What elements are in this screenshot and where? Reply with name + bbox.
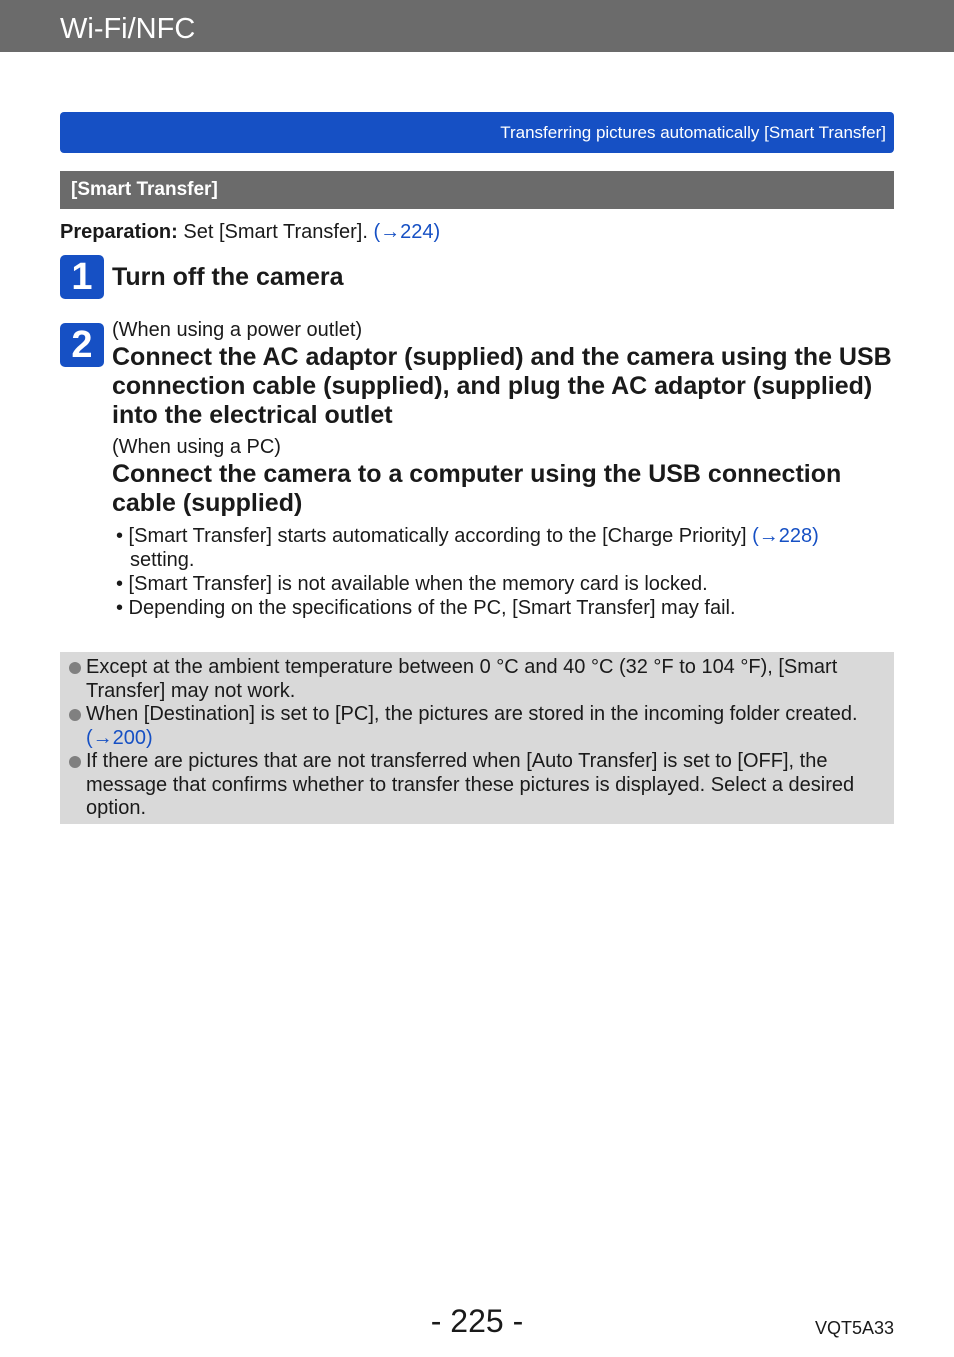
step-1-title: Turn off the camera [112, 263, 344, 291]
step-2-note-pc: (When using a PC) [112, 436, 281, 458]
section-title: Wi-Fi/NFC [60, 13, 196, 45]
bullet-dot-icon [69, 709, 81, 721]
top-header-bar [0, 0, 954, 52]
model-code: VQT5A33 [814, 1318, 894, 1338]
preparation-link[interactable]: (→224) [373, 221, 441, 243]
note-link[interactable]: (→200) [86, 726, 153, 749]
bullet-dot-icon [69, 756, 81, 768]
step-2-badge: 2 [60, 323, 104, 367]
bullet-link[interactable]: (→228) [752, 525, 819, 547]
preparation-text: Set [Smart Transfer]. [177, 221, 374, 243]
bullet-item: • [Smart Transfer] is not available when the memory card is locked. [116, 573, 708, 595]
step-2-bullet-list [116, 524, 886, 620]
section-heading-bar [60, 171, 894, 209]
notes-box [60, 652, 894, 824]
step-2-title-pc: Connect the camera to a computer using the USB connection cable (supplied) [112, 460, 842, 517]
page-number: - 225 - [430, 1303, 524, 1339]
bullet-dot-icon [69, 662, 81, 674]
preparation-line [60, 220, 440, 244]
section-heading: [Smart Transfer] [71, 179, 218, 200]
breadcrumb-bar [60, 112, 894, 153]
step-2-note-outlet: (When using a power outlet) [112, 319, 363, 341]
note-item: When [Destination] is set to [PC], the pictures are stored in the incoming folder created. (→200) [68, 703, 888, 750]
note-item: Except at the ambient temperature between 0 °C and 40 °C (32 °F to 104 °F), [Smart Transfer] may not work. [68, 656, 888, 703]
preparation-label: Preparation: [60, 221, 178, 243]
breadcrumb[interactable]: Transferring pictures automatically [Smart Transfer] [500, 123, 886, 142]
step-2-title-outlet: Connect the AC adaptor (supplied) and the camera using the USB connection cable (supplied), and plug the AC adaptor (supplied) into the electrical outlet [112, 343, 892, 429]
note-item: If there are pictures that are not transferred when [Auto Transfer] is set to [OFF], the message that confirms whether to transfer these pictures is displayed. Select a desired option. [68, 750, 888, 821]
bullet-item: • Depending on the specifications of the PC, [Smart Transfer] may fail. [116, 597, 736, 619]
bullet-item: • [Smart Transfer] starts automatically according to the [Charge Priority] (→228) setting. [116, 525, 819, 571]
step-1-badge: 1 [60, 255, 104, 299]
